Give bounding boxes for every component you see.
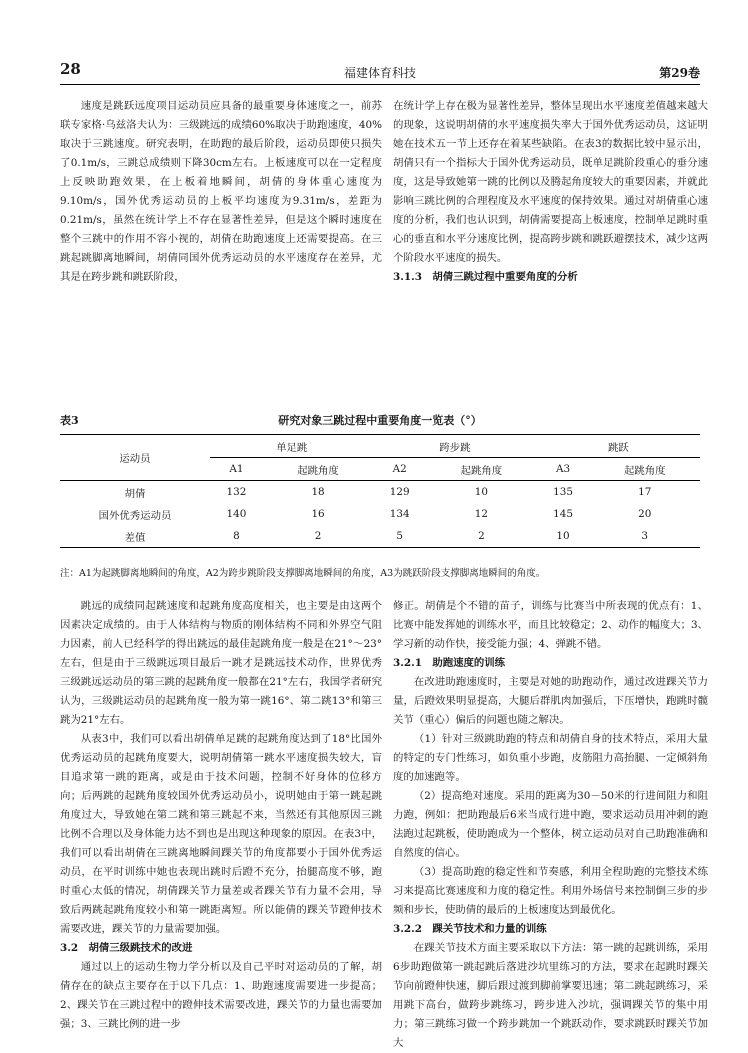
page-number: 28 xyxy=(60,60,81,78)
paragraph: 通过以上的运动生物力学分析以及自己平时对运动员的了解，胡倩存在的缺点主要存在于以下几点：1、助跑速度需要进一步提高；2、踝关节在三跳过程中的蹬伸技术需要改进，踝关节的力量也需要加强；3、三跳比例的进一步 xyxy=(60,961,382,1030)
section-heading: 3.2 胡倩三级跳技术的改进 xyxy=(60,942,193,954)
paragraph: 在踝关节技术方面主要采取以下方法：第一跳的起跳训练，采用6步助跑做第一跳起跳后落进沙坑里练习的方法，要求在起跳时踝关节向前蹬伸快速，脚后跟过渡到脚前掌要迅速；第二跳起跳练习，采用跳下高台，做跨步跳练习，跨步进入沙坑，强调踝关节的集中用力；第三跳练习做一个跨步跳加一个跳跃动作，要求跳跃时踝关节加大 xyxy=(393,942,708,1049)
table-cell: 2 xyxy=(263,525,374,548)
table-cell: 12 xyxy=(474,508,488,520)
column-header: 起跳角度 xyxy=(263,458,374,481)
table-title: 研究对象三跳过程中重要角度一览表（°） xyxy=(278,414,482,427)
paragraph: 速度是跳跃远度项目运动员应具备的最重要身体速度之一，前苏联专家格·乌兹洛夫认为：三级跳远的成绩60%取决于助跑速度，40%取决于三跳速度。研究表明，在助跑的最后阶段，运动员即使只损失了0.1m/s，三跳总成绩则下降30cm左右。上板速度可以在一定程度上反映助跑效果，在上板着地瞬间，胡倩的身体重心速度为9.10m/s，国外优秀运动员的上板平均速度为9.31m/s，差距为0.21m/s，虽然在统计学上不存在显著性差异，但是这个瞬时速度在整个三跳中的作用不容小视的，胡倩在助跑速度上还需要提高。在三跳起跳脚离地瞬间，胡倩同国外优秀运动员的水平速度存在差异，尤其是在跨步跳和跳跃阶段， xyxy=(60,100,382,283)
angle-table xyxy=(60,434,700,548)
row-label: 胡倩 xyxy=(124,487,146,500)
column-group-header: 单足跳 xyxy=(210,435,373,458)
table-cell: 20 xyxy=(638,508,652,520)
table-caption xyxy=(60,412,700,430)
table-cell: 135 xyxy=(553,486,573,498)
column-header: A2 xyxy=(373,458,426,481)
column-header: A1 xyxy=(210,458,263,481)
paragraph: 在统计学上存在极为显著性差异，整体呈现出水平速度差值越来越大的现象，这说明胡倩的水平速度损失率大于国外优秀运动员，这证明她在技术五一节上还存在着某些缺陷。在表3的数据比较中显示出，胡倩只有一个指标大于国外优秀运动员，既单足跳阶段重心的垂分速度，这是导致她第一跳的比例以及腾起角度较大的重要因素，并就此影响三跳比例的合理程度及水平速度的保持效果。通过对胡倩重心速度的分析，我们也认识到，胡倩需要提高上板速度，控制单足跳时重心的垂直和水平分速度比例，提高跨步跳和跳跃避摆技术，减少这两个阶段水平速度的损失。 xyxy=(393,100,708,264)
column-header: 起跳角度 xyxy=(426,458,537,481)
table-cell: 129 xyxy=(389,486,410,498)
right-column-bottom xyxy=(393,597,708,1053)
table-cell: 2 xyxy=(426,525,537,548)
table-row xyxy=(60,481,700,504)
paragraph: 从表3中，我们可以看出胡倩单足跳的起跳角度达到了18°比国外优秀运动员的起跳角度要大，说明胡倩第一跳水平速度损失较大，盲目追求第一跳的距离，或是由于技术问题，控制不好身体的位移方向；后两跳的起跳角度较国外优秀运动员小，说明她由于第一跳起跳角度过大，导致她在第二跳和第三跳起不来，当然还有其他原因三跳比例不合理以及身体能力达不到也是出现这种现象的原因。在表3中，我们可以看出胡倩在三跳离地瞬间踝关节的角度都要小于国外优秀运动员，在平时训练中她也表现出跳时后蹬不充分，抬腿高度不够，跑时重心太低的情况，胡倩踝关节力量差或者踝关节有力量不会用，导致后两跳起跳角度较小和第一跳距离短。所以能倩的踝关节蹬伸技术需要改进，踝关节的力量需要加强。 xyxy=(60,733,382,935)
table-cell: 16 xyxy=(311,508,325,520)
section-heading: 3.1.3 胡倩三跳过程中重要角度的分析 xyxy=(393,271,578,283)
table-cell: 132 xyxy=(226,486,247,498)
table-cell: 5 xyxy=(373,525,426,548)
table-cell: 145 xyxy=(553,508,573,520)
table-cell: 10 xyxy=(474,486,488,498)
volume-label: 第29卷 xyxy=(659,66,700,80)
column-group-header: 跳跃 xyxy=(537,435,700,458)
header-rule xyxy=(60,84,700,85)
journal-name: 福建体育科技 xyxy=(343,66,416,80)
right-column-top xyxy=(393,97,708,287)
table-header-row xyxy=(60,435,700,458)
table-row xyxy=(60,503,700,525)
section-heading: 3.2.2 踝关节技术和力量的训练 xyxy=(393,923,547,935)
left-column-top xyxy=(60,97,382,287)
row-label: 国外优秀运动员 xyxy=(98,509,172,522)
table-cell: 8 xyxy=(210,525,263,548)
table-note: 注：A1为起跳脚离地瞬间的角度，A2为跨步跳阶段支撑脚离地瞬间的角度，A3为跳跃阶段支撑脚离地瞬间的角度。 xyxy=(60,568,546,579)
table-cell: 18 xyxy=(311,486,325,498)
paragraph: 修正。胡倩是个不错的苗子，训练与比赛当中所表现的优点有：1、比赛中能发挥她的训练水平，而且比较稳定；2、动作的幅度大；3、学习新的动作快，接受能力强；4、弹跳不错。 xyxy=(393,600,708,650)
table-cell: 10 xyxy=(537,525,590,548)
table-number: 表3 xyxy=(60,414,79,427)
left-column-bottom xyxy=(60,597,382,1034)
table-cell: 3 xyxy=(589,525,700,548)
row-label: 差值 xyxy=(60,525,210,548)
column-header: 运动员 xyxy=(60,435,210,481)
column-header: A3 xyxy=(537,458,590,481)
paragraph: （1）针对三级跳助跑的特点和胡倩自身的技术特点，采用大量的特定的专门性练习，如负重小步跑，皮筋阻力高抬腿、一定倾斜角度的加速跑等。 xyxy=(393,733,708,783)
section-heading: 3.2.1 助跑速度的训练 xyxy=(393,657,506,669)
column-group-header: 跨步跳 xyxy=(373,435,536,458)
paragraph: 跳远的成绩同起跳速度和起跳角度高度相关，也主要是由这两个因素决定成绩的。由于人体结构与物质的刚体结构不同和外界空气阻力因素，前人已经科学的得出跳远的最佳起跳角度一般是在21°～23°左右，但是由于三级跳远项目最后一跳才是跳远技术动作，世界优秀三级跳远运动员的第三跳的起跳角度一般都在21°左右，我国学者研究认为，三级跳运动员的起跳角度一般为第一跳16°、第二跳13°和第三跳为21°左右。 xyxy=(60,600,382,726)
paragraph: （2）提高绝对速度。采用的距离为30－50米的行进间阻力和阻力跑，例如：把助跑最后6米当成行进中跑，要求运动员用冲刺的跑法跑过起跳板，使助跑成为一个整体，树立运动员对自己助跑准确和自然度的信心。 xyxy=(393,790,708,859)
table-cell: 134 xyxy=(389,508,410,520)
table-cell: 140 xyxy=(226,508,247,520)
column-header: 起跳角度 xyxy=(589,458,700,481)
paragraph: 在改进助跑速度时，主要是对她的助跑动作，通过改进踝关节力量，后蹬效果明显提高，大腿后群肌肉加强后，下压增快，跑跳时髋关节（重心）偏后的问题也随之解决。 xyxy=(393,676,708,726)
paragraph: （3）提高助跑的稳定性和节奏感，利用全程助跑的完整技术练习来提高比赛速度和力度的稳定性。利用外场信号来控制倒三步的步频和步长，使助倩的最后的上板速度达到最优化。 xyxy=(393,866,708,916)
table-row xyxy=(60,525,700,548)
page-header xyxy=(60,60,700,82)
table-cell: 17 xyxy=(638,486,652,498)
